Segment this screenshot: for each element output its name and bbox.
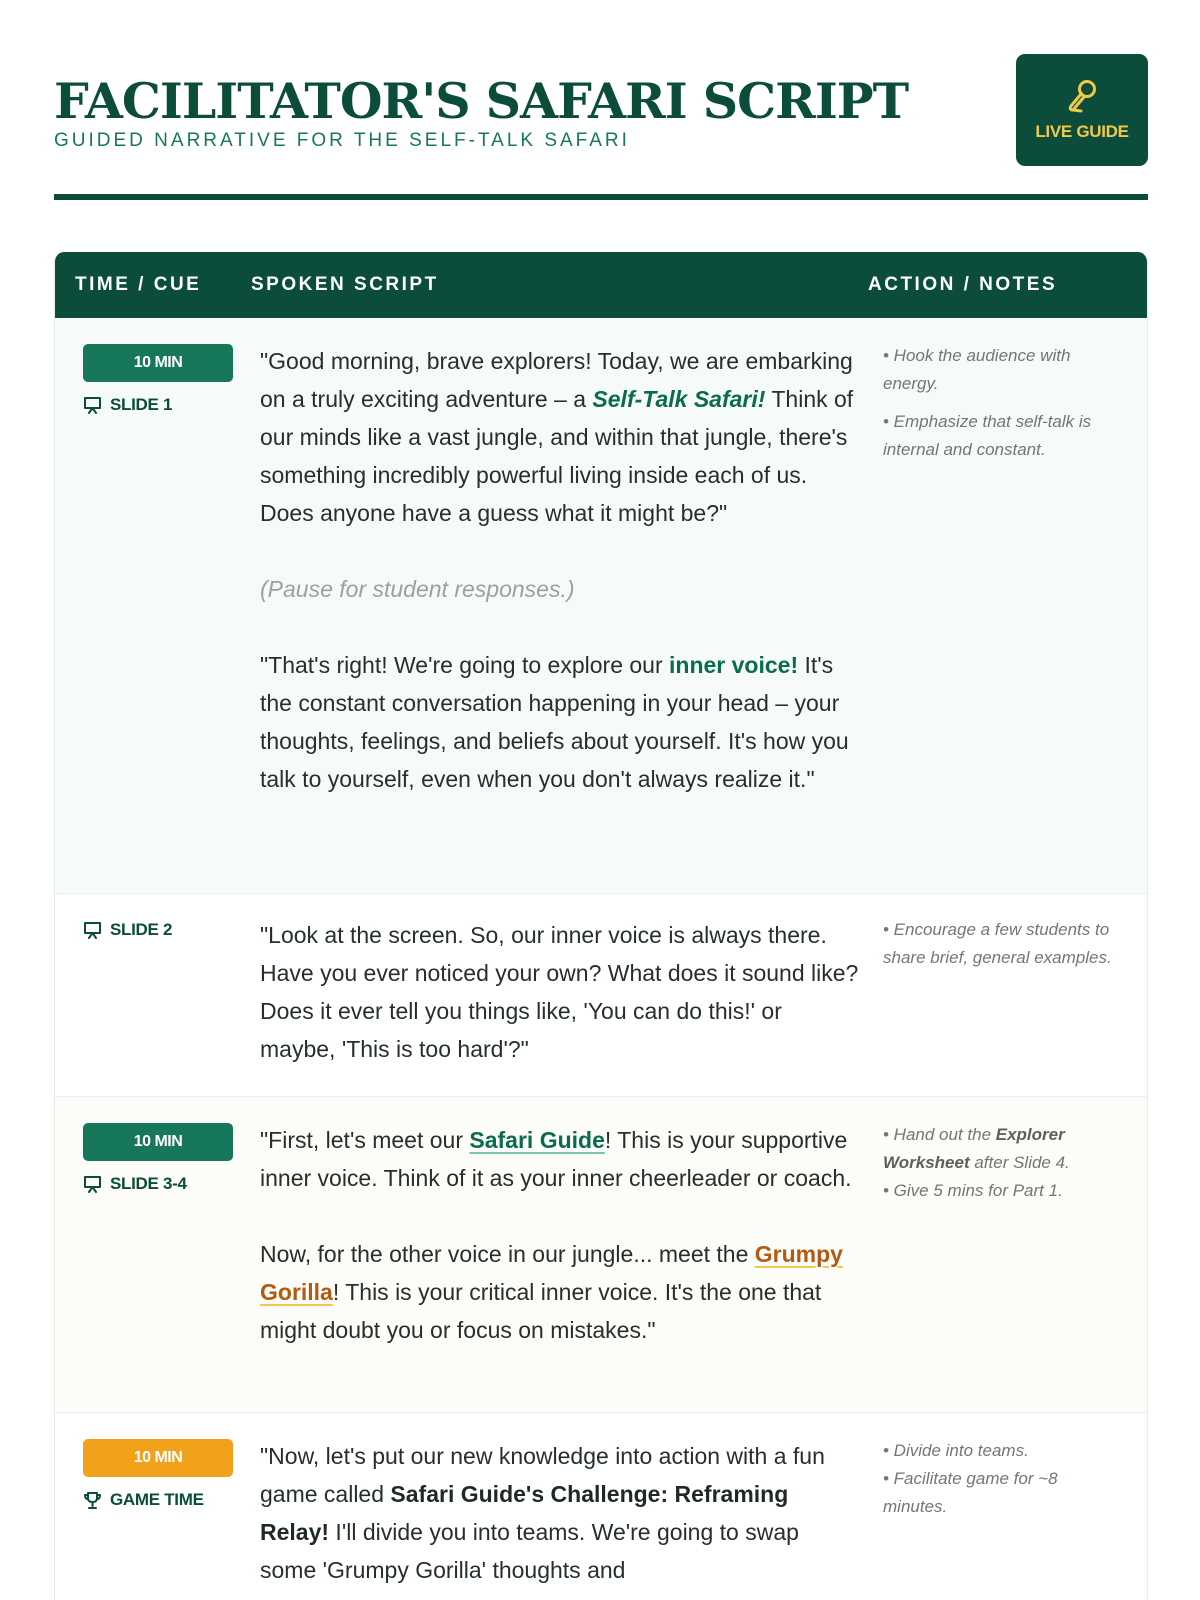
- microphone-icon: [1065, 78, 1099, 114]
- safari-guide-term: Safari Guide: [469, 1127, 605, 1153]
- script-text: "Now, let's put our new knowledge into action with a fun game called: [260, 1443, 825, 1507]
- action-notes-cell: [883, 916, 1119, 982]
- note-item: [883, 1121, 1119, 1177]
- script-text: ! This is your critical inner voice. It's the one that might doubt you or focus on mistakes.": [260, 1279, 822, 1343]
- time-badge: 10 MIN: [83, 1439, 233, 1477]
- presentation-icon: [83, 396, 102, 414]
- page-header: [54, 54, 1148, 200]
- slide-cue-label: SLIDE 1: [110, 395, 173, 414]
- action-notes-cell: [883, 342, 1119, 474]
- spoken-script-cell: [260, 1121, 860, 1349]
- time-cue-cell: [83, 344, 235, 415]
- note-item: • Facilitate game for ~8 minutes.: [883, 1469, 1058, 1516]
- time-cue-cell: [83, 1123, 235, 1194]
- note-item: • Give 5 mins for Part 1.: [883, 1181, 1063, 1200]
- table-row: [55, 1413, 1147, 1600]
- game-cue: [83, 1490, 235, 1510]
- script-text: ! This is your supportive inner voice. Think of it as your inner cheerleader or coach.: [260, 1127, 852, 1191]
- page-title: FACILITATOR'S SAFARI SCRIPT: [54, 72, 909, 130]
- game-cue-label: GAME TIME: [110, 1490, 204, 1509]
- slide-cue-label: SLIDE 3-4: [110, 1174, 187, 1193]
- slide-cue-label: SLIDE 2: [110, 920, 173, 939]
- spoken-script-cell: [260, 916, 860, 1068]
- script-text: Now, for the other voice in our jungle... meet the: [260, 1241, 755, 1267]
- note-item: • Encourage a few students to share brief, general examples.: [883, 920, 1112, 967]
- table-row: [55, 1097, 1147, 1413]
- time-badge: 10 MIN: [83, 344, 233, 382]
- slide-cue: [83, 1174, 235, 1194]
- note-item: • Hook the audience with energy.: [883, 346, 1071, 393]
- table-row: [55, 318, 1147, 894]
- time-cue-cell: [83, 920, 235, 940]
- script-text: It's the constant conversation happening in your head – your thoughts, feelings, and beliefs about yourself. It's how you talk to yourself, even when you don't always realize it.": [260, 652, 849, 792]
- script-emphasis: inner voice!: [669, 652, 799, 678]
- page-subtitle: GUIDED NARRATIVE FOR THE SELF-TALK SAFARI: [54, 130, 630, 151]
- live-guide-badge[interactable]: [1016, 54, 1148, 166]
- slide-cue: [83, 920, 235, 940]
- script-text: "Good morning, brave explorers! Today, we are embarking on a truly exciting adventure – a: [260, 348, 853, 412]
- grumpy-gorilla-term: Grumpy Gorilla: [260, 1241, 843, 1305]
- note-text: • Hand out the: [883, 1125, 996, 1144]
- presentation-icon: [83, 921, 102, 939]
- script-table: [54, 252, 1148, 1600]
- column-header-time-cue: TIME / CUE: [75, 274, 202, 295]
- slide-cue: [83, 395, 235, 415]
- note-text: after Slide 4.: [969, 1153, 1070, 1172]
- presentation-icon: [83, 1175, 102, 1193]
- note-emphasis: Explorer Worksheet: [883, 1125, 1065, 1172]
- script-text: "That's right! We're going to explore our: [260, 652, 670, 678]
- script-text: Think of our minds like a vast jungle, and within that jungle, there's something incredibly powerful living inside each of us. Does anyone have a guess what it might be?": [260, 386, 854, 526]
- table-row: [55, 894, 1147, 1097]
- script-text: "First, let's meet our: [260, 1127, 470, 1153]
- action-notes-cell: [883, 1437, 1119, 1521]
- script-emphasis: Self-Talk Safari!: [592, 386, 766, 412]
- action-notes-cell: [883, 1121, 1119, 1205]
- script-emphasis: Safari Guide's Challenge: Reframing Relay!: [260, 1481, 789, 1545]
- table-header: [55, 252, 1147, 318]
- column-header-action-notes: ACTION / NOTES: [868, 274, 1058, 295]
- note-item: • Divide into teams.: [883, 1441, 1029, 1460]
- time-badge: 10 MIN: [83, 1123, 233, 1161]
- pause-cue: (Pause for student responses.): [260, 576, 575, 602]
- trophy-icon: [83, 1491, 102, 1510]
- script-text: I'll divide you into teams. We're going to swap some 'Grumpy Gorilla' thoughts and: [260, 1519, 799, 1583]
- script-text: "Look at the screen. So, our inner voice is always there. Have you ever noticed your own? What does it sound like? Does it ever tell you things like, 'You can do this!' or maybe, 'This is too hard'?": [260, 922, 859, 1062]
- spoken-script-cell: [260, 342, 860, 798]
- live-guide-label: LIVE GUIDE: [1035, 122, 1129, 141]
- column-header-spoken-script: SPOKEN SCRIPT: [251, 274, 439, 295]
- spoken-script-cell: [260, 1437, 860, 1589]
- time-cue-cell: [83, 1439, 235, 1510]
- note-item: • Emphasize that self-talk is internal and constant.: [883, 412, 1092, 459]
